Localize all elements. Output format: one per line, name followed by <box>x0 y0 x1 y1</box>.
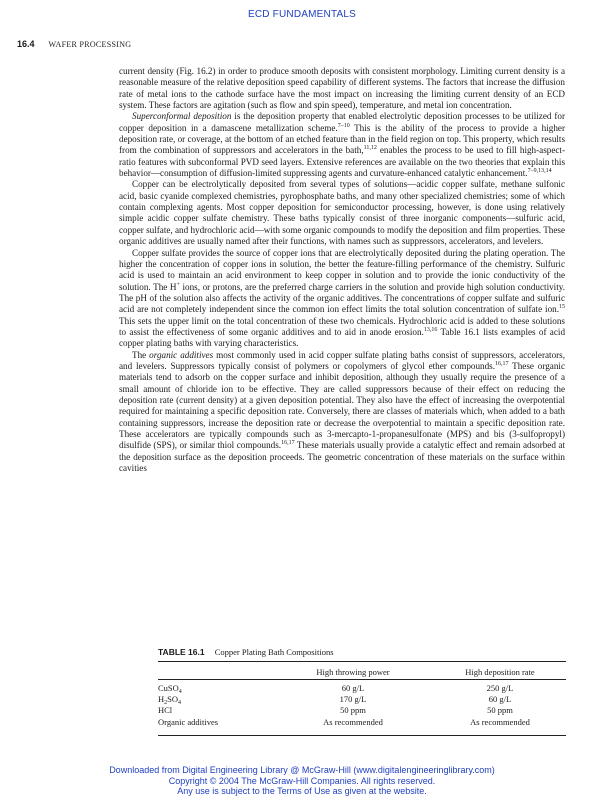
chapter-banner: ECD FUNDAMENTALS <box>247 9 357 20</box>
page-number: 16.4 <box>17 39 35 49</box>
cell-high-throwing-power: 50 ppm <box>340 705 366 716</box>
paragraph-2: Superconformal deposition is the deposition property that enabled electrolytic deposition processes to be utilized for copper deposition in a damascene metallization scheme.$^{7-10}$ This is the ability of the process to provide a higher deposition rate, or coverage, at the bottom of an etched feature than in the field region on top. This property, which results from the combination of suppressors and accelerators in the bath,$^{11,12}$ enables the process to be used to fill high-aspect-ratio features with subconformal PVD seed layers. Extensive references are available on the two theories that explain this behavior—consumption of diffusion-limited suppressing agents and curvature-enhanced catalytic enhancement.$^{7-9,13,14}$ <box>119 111 566 179</box>
table-top-rule <box>158 661 566 662</box>
column-header-high-throwing-power: High throwing power <box>316 667 390 677</box>
cell-high-throwing-power: 170 g/L <box>339 694 367 705</box>
paragraph-3: Copper can be electrolytically deposited from several types of solutions—acidic copper sulfate, methane sulfonic acid, basic cyanide complexed chemistries, pyrophosphate baths, and many other specialized chemistries; some of which contain complexing agents. Most copper deposition for semiconductor processing, however, is done using relatively simple acidic copper sulfate chemistry. These baths typically consist of three inorganic components—sulfuric acid, copper sulfate, and hydrochloric acid—with some organic compounds to modify the deposition and film properties. These organic additives are usually named after their functions, with names such as suppressors, accelerators, and levelers. <box>119 179 565 247</box>
cell-high-deposition-rate: 50 ppm <box>487 705 513 716</box>
table-row <box>158 683 566 694</box>
footer-source-link[interactable]: Downloaded from Digital Engineering Library @ McGraw-Hill (www.digitalengineeringlibrary.com) <box>109 765 495 775</box>
row-label: $H_2SO_4$ <box>158 694 182 707</box>
download-footer <box>0 765 604 797</box>
table-title: Copper Plating Bath Compositions <box>214 647 334 657</box>
footer-terms-link[interactable]: Any use is subject to the Terms of Use as given at the website. <box>177 786 427 796</box>
table-header-row <box>158 667 566 680</box>
running-head <box>17 39 131 49</box>
cell-high-deposition-rate: 250 g/L <box>486 683 514 693</box>
cell-high-throwing-power: As recommended <box>323 716 383 727</box>
column-header-high-deposition-rate: High deposition rate <box>465 667 535 677</box>
table-number: TABLE 16.1 <box>158 647 205 657</box>
paragraph-1: current density (Fig. 16.2) in order to produce smooth deposits with consistent morphology. Limiting current density is a reasonable measure of the relative deposition speed capability of different systems. The factors that increase the diffusion rate of metal ions to the cathode surface have the most impact on increasing the limiting current density of an ECD system. These factors are agitation (such as flow and spin speed), temperature, and metal ion concentration. <box>119 66 565 111</box>
table-body <box>158 683 566 728</box>
row-label: Organic additives <box>158 716 219 727</box>
footer-copyright: Copyright © 2004 The McGraw-Hill Companies. All rights reserved. <box>168 775 436 786</box>
plating-bath-table <box>158 667 566 727</box>
cell-high-deposition-rate: 60 g/L <box>488 694 512 705</box>
section-title: WAFER PROCESSING <box>48 40 132 49</box>
cell-high-throwing-power: 60 g/L <box>341 683 365 693</box>
row-label: CuSO$_4$ <box>158 683 182 695</box>
cell-high-deposition-rate: As recommended <box>470 716 530 727</box>
table-row <box>158 694 566 705</box>
paragraph-5: The organic additives most commonly used in acid copper sulfate plating baths consist of suppressors, accelerators, and levelers. Suppressors typically consist of polymers or copolymers of glycol ether compounds.$^{16,17}$ These organic materials tend to adsorb on the copper surface and inhibit deposition, although they usually require the presence of a small amount of chloride ion to be effective. They are called suppressors because of their effect on reducing the deposition rate (current density) at a given deposition potential. They also have the effect of increasing the overpotential required for maintaining a specific deposition rate. Conversely, there are classes of materials which, when added to a bath containing suppressors, increase the deposition rate or decrease the overpotential to maintain a specific deposition rate. These accelerators are typically compounds such as 3-mercapto-1-propanesulfonate (MPS) and bis (3-sulfopropyl) disulfide (SPS), or similar thiol compounds.$^{16,17}$ These materials usually provide a catalytic effect and remain adsorbed at the deposition surface as the deposition proceeds. The geometric concentration of these materials on the surface within cavities <box>119 349 566 474</box>
paragraph-4: Copper sulfate provides the source of copper ions that are electrolytically deposited during the plating operation. The higher the concentration of copper ions in solution, the better the feature-filling performance of the chemistry. Sulfuric acid is used to maintain an acid environment to keep copper in solution and to provide the ionic conductivity of the solution. The H+ ions, or protons, are the preferred charge carriers in the solution and provide high solution conductivity. The pH of the solution also affects the activity of the organic additives. The concentrations of copper sulfate and sulfuric acid are not completely independent since the common ion effect limits the total solution concentration of sulfate ion.$^{15}$ This sets the upper limit on the total concentration of these two chemicals. Hydrochloric acid is added to these solutions to assist the effectiveness of some organic additives and to aid in anode erosion.$^{13,16}$ Table 16.1 lists examples of acid copper plating baths with varying characteristics. <box>119 247 566 349</box>
row-label: HCl <box>158 705 173 716</box>
article-body <box>119 66 565 474</box>
table-row <box>158 705 566 716</box>
table-caption <box>158 647 334 657</box>
table-bottom-rule <box>158 735 566 736</box>
table-row <box>158 717 566 728</box>
